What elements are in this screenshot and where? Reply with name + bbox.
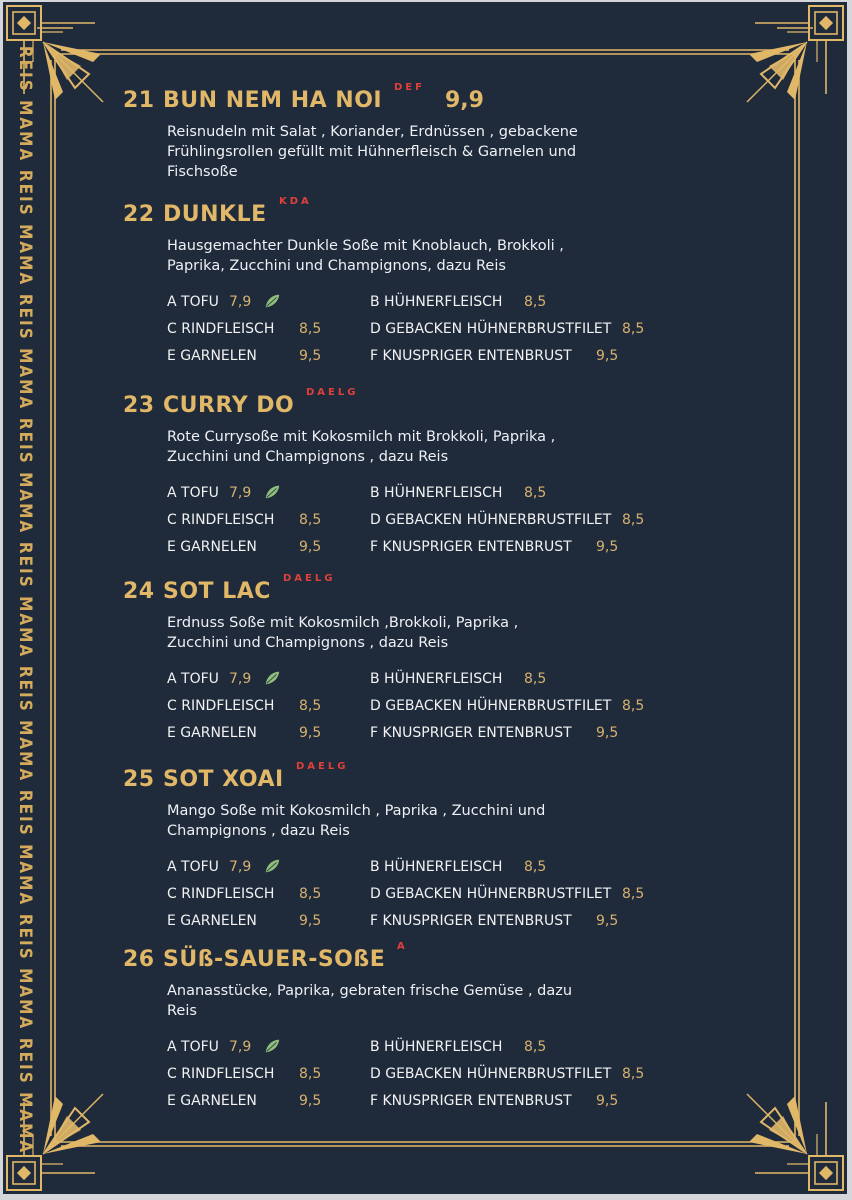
leaf-icon [263,483,281,501]
description-line: Paprika, Zucchini und Champignons, dazu Reis [167,258,506,274]
variant-label: B HÜHNERFLEISCH [370,859,503,875]
variant-price: 8,5 [524,294,547,310]
dish-number: 24 [123,579,155,604]
side-banner-label: REIS MAMA [15,665,35,783]
variant-price: 8,5 [299,321,322,337]
variant-label: F KNUSPRIGER ENTENBRUST [370,1093,572,1109]
menu-item-26 [123,941,683,1121]
leaf-icon [263,1037,281,1055]
side-banner-text [5,910,45,1034]
variant-price: 9,5 [596,539,619,555]
variant-label: B HÜHNERFLEISCH [370,294,503,310]
variant-list [167,1039,683,1121]
allergen-codes: A [397,941,408,952]
variant-price: 7,9 [229,859,252,875]
dish-price: 9,9 [445,88,484,113]
side-banner-label: REIS MAMA [15,1037,35,1155]
variant-price: 9,5 [299,725,322,741]
variant-price: 8,5 [524,671,547,687]
variant-list [167,485,683,567]
dish-name: CURRY DO [163,393,295,418]
variant-price: 8,5 [299,886,322,902]
menu-item-22 [123,196,683,376]
description-line: Champignons , dazu Reis [167,823,350,839]
description-line: Zucchini und Champignons , dazu Reis [167,449,449,465]
dish-name: SÜß-SAUER-SOßE [163,947,386,972]
side-banner-label: REIS MAMA [15,541,35,659]
description-line: Zucchini und Champignons , dazu Reis [167,635,449,651]
side-banner-text [5,290,45,414]
menu-page [3,2,847,1194]
variant-price: 8,5 [622,698,645,714]
side-banner-text [5,414,45,538]
dish-description [167,613,637,653]
variant-label: A TOFU [167,671,219,687]
variant-label: D GEBACKEN HÜHNERBRUSTFILET [370,321,612,337]
dish-header [123,196,683,236]
dish-description [167,981,637,1021]
variant-price: 8,5 [524,1039,547,1055]
variant-label: E GARNELEN [167,725,257,741]
dish-name: BUN NEM HA NOI [163,88,383,113]
side-banner-label: REIS MAMA [15,417,35,535]
variant-label: F KNUSPRIGER ENTENBRUST [370,539,572,555]
variant-label: B HÜHNERFLEISCH [370,671,503,687]
dish-number: 22 [123,202,155,227]
allergen-codes: DAELG [306,387,359,398]
variant-list [167,671,683,753]
variant-label: A TOFU [167,485,219,501]
description-line: Hausgemachter Dunkle Soße mit Knoblauch, Brokkoli , [167,238,564,254]
variant-price: 8,5 [622,886,645,902]
leaf-icon [263,857,281,875]
dish-description [167,236,637,276]
variant-label: C RINDFLEISCH [167,1066,275,1082]
allergen-codes: KDA [279,196,312,207]
variant-label: C RINDFLEISCH [167,321,275,337]
variant-price: 8,5 [622,1066,645,1082]
variant-price: 8,5 [299,512,322,528]
side-banner-text [5,42,45,166]
variant-label: E GARNELEN [167,1093,257,1109]
menu-item-23 [123,387,683,567]
leaf-icon [263,292,281,310]
description-line: Erdnuss Soße mit Kokosmilch ,Brokkoli, Paprika , [167,615,519,631]
variant-label: B HÜHNERFLEISCH [370,1039,503,1055]
variant-price: 8,5 [524,859,547,875]
variant-price: 9,5 [596,913,619,929]
side-banner-text [5,166,45,290]
dish-name: SOT XOAI [163,767,284,792]
variant-price: 7,9 [229,671,252,687]
allergen-codes: DAELG [283,573,336,584]
dish-header [123,82,683,122]
dish-description [167,427,637,467]
variant-label: D GEBACKEN HÜHNERBRUSTFILET [370,512,612,528]
menu-item-21 [123,82,683,182]
side-banner-text [5,1034,45,1158]
description-line: Fischsoße [167,164,238,180]
leaf-icon [263,669,281,687]
allergen-codes: DAELG [296,761,349,772]
variant-label: C RINDFLEISCH [167,886,275,902]
variant-price: 8,5 [299,1066,322,1082]
dish-header [123,573,683,613]
variant-list [167,294,683,376]
dish-header [123,387,683,427]
variant-label: F KNUSPRIGER ENTENBRUST [370,348,572,364]
description-line: Ananasstücke, Paprika, gebraten frische Gemüse , dazu [167,983,573,999]
variant-price: 9,5 [299,913,322,929]
variant-list [167,859,683,941]
variant-label: F KNUSPRIGER ENTENBRUST [370,725,572,741]
variant-price: 9,5 [299,539,322,555]
variant-label: D GEBACKEN HÜHNERBRUSTFILET [370,886,612,902]
variant-price: 9,5 [596,1093,619,1109]
side-banner-label: REIS MAMA [15,913,35,1031]
dish-name: DUNKLE [163,202,267,227]
variant-price: 9,5 [596,725,619,741]
side-banner-text [5,538,45,662]
description-line: Reis [167,1003,197,1019]
variant-price: 7,9 [229,485,252,501]
dish-number: 23 [123,393,155,418]
variant-label: B HÜHNERFLEISCH [370,485,503,501]
variant-price: 9,5 [299,348,322,364]
dish-description [167,801,637,841]
side-banner-label: REIS MAMA [15,789,35,907]
dish-number: 25 [123,767,155,792]
description-line: Mango Soße mit Kokosmilch , Paprika , Zucchini und [167,803,546,819]
dish-description [167,122,637,182]
variant-price: 8,5 [622,512,645,528]
variant-price: 8,5 [622,321,645,337]
variant-price: 9,5 [596,348,619,364]
description-line: Frühlingsrollen gefüllt mit Hühnerfleisch & Garnelen und [167,144,577,160]
description-line: Reisnudeln mit Salat , Koriander, Erdnüssen , gebackene [167,124,578,140]
variant-label: E GARNELEN [167,348,257,364]
variant-label: E GARNELEN [167,539,257,555]
side-banner-label: REIS MAMA [15,169,35,287]
description-line: Rote Currysoße mit Kokosmilch mit Brokkoli, Paprika , [167,429,556,445]
side-banner-text [5,786,45,910]
menu-item-25 [123,761,683,941]
allergen-codes: DEF [394,82,425,93]
corner-ornament-bottom-right [747,1094,843,1190]
corner-ornament-top-right [747,6,843,102]
variant-label: D GEBACKEN HÜHNERBRUSTFILET [370,698,612,714]
variant-label: A TOFU [167,1039,219,1055]
variant-price: 7,9 [229,294,252,310]
side-banner-label: REIS MAMA [15,293,35,411]
side-banner-label: REIS MAMA [15,45,35,163]
side-banner-text [5,662,45,786]
variant-label: C RINDFLEISCH [167,698,275,714]
dish-number: 26 [123,947,155,972]
variant-label: A TOFU [167,859,219,875]
menu-item-24 [123,573,683,753]
variant-label: C RINDFLEISCH [167,512,275,528]
variant-price: 9,5 [299,1093,322,1109]
variant-price: 8,5 [524,485,547,501]
variant-label: F KNUSPRIGER ENTENBRUST [370,913,572,929]
variant-label: D GEBACKEN HÜHNERBRUSTFILET [370,1066,612,1082]
variant-label: A TOFU [167,294,219,310]
variant-price: 8,5 [299,698,322,714]
dish-header [123,941,683,981]
dish-number: 21 [123,88,155,113]
variant-price: 7,9 [229,1039,252,1055]
dish-name: SOT LAC [163,579,271,604]
dish-header [123,761,683,801]
variant-label: E GARNELEN [167,913,257,929]
